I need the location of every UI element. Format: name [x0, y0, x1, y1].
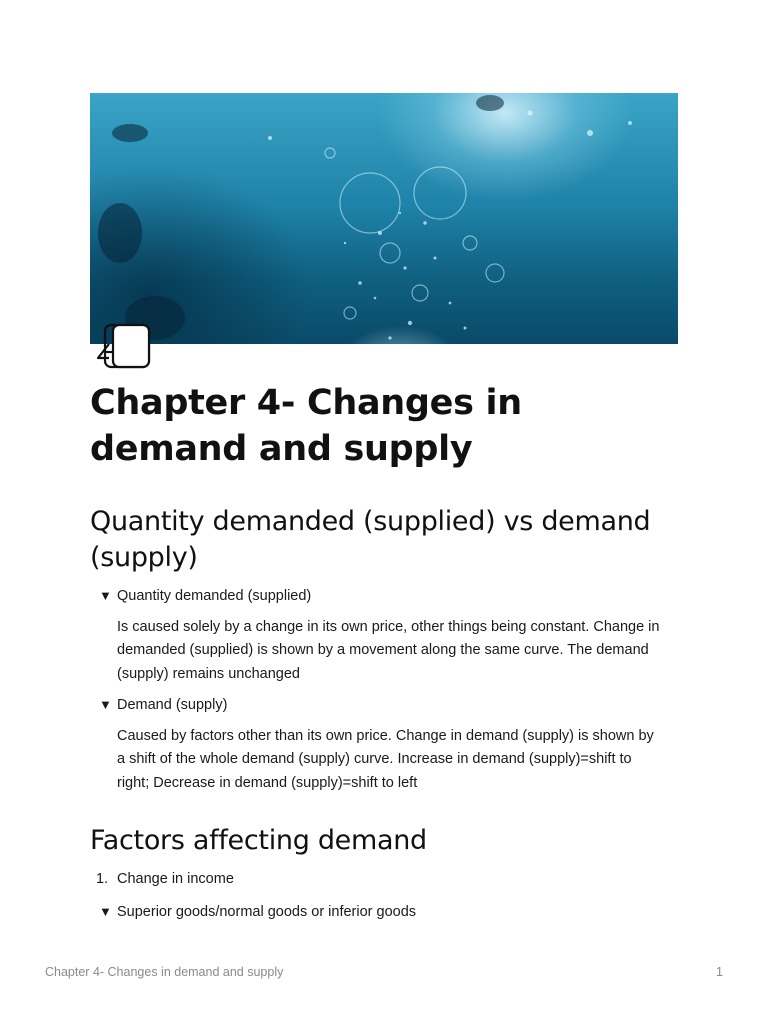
footer-document-title: Chapter 4- Changes in demand and supply: [45, 965, 284, 979]
toggle-demand-supply[interactable]: [99, 694, 228, 716]
cover-image: [90, 93, 678, 344]
bubbles-illustration: [90, 93, 678, 344]
toggle-superior-inferior-goods[interactable]: [99, 901, 417, 923]
toggle-quantity-demanded[interactable]: [99, 585, 312, 607]
toggle-label: Demand (supply): [117, 697, 228, 713]
section-heading-factors-affecting-demand: Factors affecting demand: [90, 825, 427, 856]
toggle-label: Superior goods/normal goods or inferior goods: [117, 904, 417, 920]
page-tabs-icon: [95, 322, 153, 370]
toggle-triangle-icon[interactable]: ▼: [99, 904, 112, 919]
toggle-label: Quantity demanded (supplied): [117, 588, 312, 604]
list-item-label: Change in income: [117, 871, 234, 887]
footer-page-number: 1: [716, 965, 723, 979]
toggle-triangle-icon[interactable]: ▼: [99, 697, 112, 712]
list-number: 1.: [96, 871, 109, 887]
toggle-body-demand-supply: Caused by factors other than its own price. Change in demand (supply) is shown by a shift of the whole demand (supply) curve. Increase in demand (supply)=shift to right; Decrease in demand (supply)=shift to left: [117, 728, 654, 791]
page-title: Chapter 4- Changes in demand and supply: [90, 383, 522, 469]
section-heading-quantity-vs-demand: Quantity demanded (supplied) vs demand (supply): [90, 506, 651, 573]
numbered-item-change-in-income: [96, 868, 234, 890]
toggle-triangle-icon[interactable]: ▼: [99, 588, 112, 603]
toggle-body-quantity-demanded: Is caused solely by a change in its own price, other things being constant. Change in demanded (supplied) is shown by a movement along the same curve. The demand (supply) remains unchanged: [117, 619, 660, 682]
